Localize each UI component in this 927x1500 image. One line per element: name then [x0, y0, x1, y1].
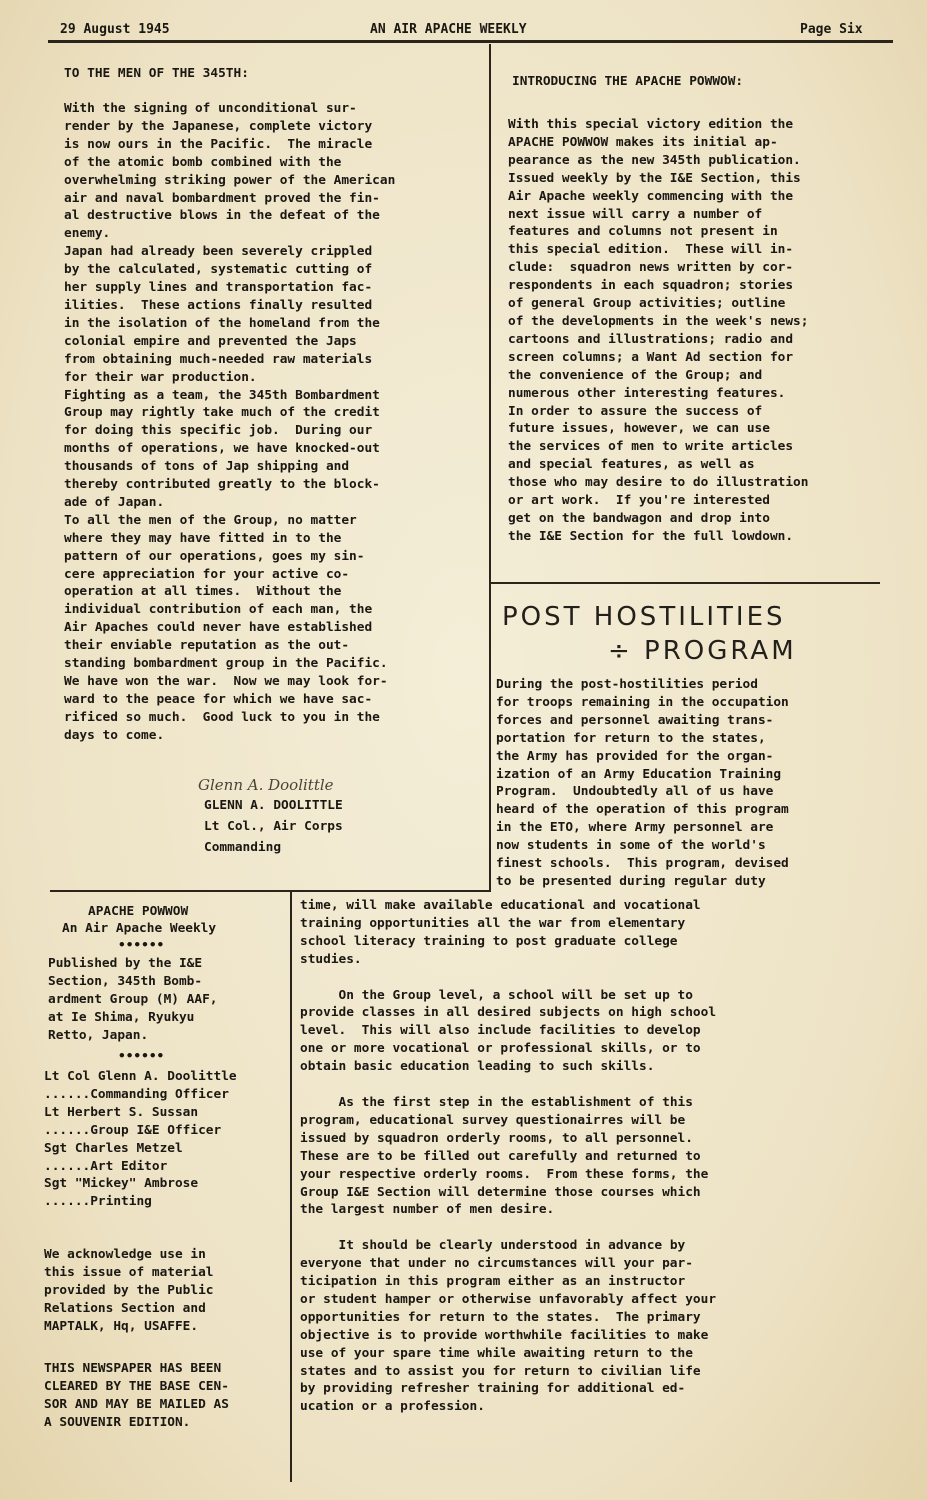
intro-body: With this special victory edition the APACHE POWWOW makes its initial ap- pearance as the new 345th publication. Issued weekly by the I&E Section, this Air Apache weekly commencing with the next issue will carry a number of features and columns not present in this special edition. These will in- clude: squadron news written by cor- respondents in each squadron; stories of general Group activities; outline of the developments in the week's news; cartoons and illustrations; radio and screen columns; a Want Ad section for the convenience of the Group; and numerous other interesting features. In order to assure the success of future issues, however, we can use the services of men to write articles and special features, as well as those who may desire to do illustration or art work. If you're interested get on the bandwagon and drop into the I&E Section for the full lowdown.: [508, 117, 809, 544]
masthead-subtitle: An Air Apache Weekly: [62, 921, 217, 936]
masthead-staff: Lt Col Glenn A. Doolittle ......Commanding Officer Lt Herbert S. Sussan ......Group I&E Officer Sgt Charles Metzel ......Art Editor Sgt "Mickey" Ambrose ......Printing: [44, 1069, 237, 1210]
masthead-name: APACHE POWWOW: [88, 904, 189, 919]
letter-bottom-rule: [50, 890, 490, 892]
program-title-line2: ÷ PROGRAM: [608, 636, 797, 666]
program-body-bottom: time, will make available educational and vocational training opportunities all the war from elementary school literacy training to post graduate college studies. On the Group level, a school will be set up to provide classes in all desired subjects on high school level. This will also include facilities to develop one or more vocational or professional skills, or to obtain basic education leading to such skills. As the first step in the establishment of this program, educational survey questionairres will be issued by squadron orderly rooms, to all personnel. These are to be filled out carefully and returned to your respective orderly rooms. From these forms, the Group I&E Section will determine those courses which the largest number of men desire. It should be clearly understood in advance by everyone that under no circumstances will your par- ticipation in this program either as an instructor or student hamper or otherwise unfavorably affect your opportunities for return to the states. The primary objective is to provide worthwhile facilities to make use of your spare time while awaiting return to the states and to assist you for return to civilian life by providing refresher training for additional ed- ucation or a profession.: [300, 898, 717, 1415]
signature-role: Commanding: [204, 840, 282, 855]
letter-heading: TO THE MEN OF THE 345TH:: [64, 66, 249, 81]
column-divider-lower: [290, 892, 292, 1482]
publication-title: AN AIR APACHE WEEKLY: [370, 22, 527, 37]
signature-rank: Lt Col., Air Corps: [204, 819, 343, 834]
intro-heading: INTRODUCING THE APACHE POWWOW:: [512, 74, 744, 89]
masthead-published: Published by the I&E Section, 345th Bomb- ardment Group (M) AAF, at Ie Shima, Ryukyu Retto, Japan.: [48, 956, 218, 1043]
masthead-separator: ••••••: [118, 938, 165, 953]
letter-body: With the signing of unconditional sur- render by the Japanese, complete victory is now ours in the Pacific. The miracle of the atomic bomb combined with the overwhelming striking power of the American air and naval bombardment proved the fin- al destructive blows in the defeat of the enemy. Japan had already been severely crippled by the calculated, systematic cutting of her supply lines and transportation fac- ilities. These actions finally resulted in the isolation of the homeland from the colonial empire and prevented the Japs from obtaining much-needed raw materials for their war production. Fighting as a team, the 345th Bombardment Group may rightly take much of the credit for doing this specific job. During our months of operations, we have knocked-out thousands of tons of Jap shipping and thereby contributed greatly to the block- ade of Japan. To all the men of the Group, no matter where they may have fitted in to the pattern of our operations, goes my sin- cere appreciation for your active co- operation at all times. Without the individual contribution of each man, the Air Apaches could never have established their enviable reputation as the out- standing bombardment group in the Pacific. We have won the war. Now we may look for- ward to the peace for which we have sac- rificed so much. Good luck to you in the days to come.: [64, 101, 396, 743]
signature-name: GLENN A. DOOLITTLE: [204, 798, 343, 813]
masthead-acknowledgement: We acknowledge use in this issue of material provided by the Public Relations Section and MAPTALK, Hq, USAFFE.: [44, 1247, 214, 1334]
column-divider-upper: [489, 44, 491, 892]
censor-notice: THIS NEWSPAPER HAS BEEN CLEARED BY THE BASE CEN- SOR AND MAY BE MAILED AS A SOUVENIR EDITION.: [44, 1361, 229, 1430]
issue-date: 29 August 1945: [60, 22, 170, 37]
page-number: Page Six: [800, 22, 863, 37]
masthead-separator-2: ••••••: [118, 1049, 165, 1064]
handwritten-signature: Glenn A. Doolittle: [198, 776, 334, 794]
program-body-top: During the post-hostilities period for troops remaining in the occupation forces and personnel awaiting trans- portation for return to the states, the Army has provided for the organ- ization of an Army Education Training Program. Undoubtedly all of us have heard of the operation of this program in the ETO, where Army personnel are now students in some of the world's finest schools. This program, devised to be presented during regular duty: [496, 677, 789, 889]
header-rule: [48, 40, 893, 43]
intro-bottom-rule: [490, 582, 880, 584]
program-title-line1: POST HOSTILITIES: [502, 602, 786, 632]
